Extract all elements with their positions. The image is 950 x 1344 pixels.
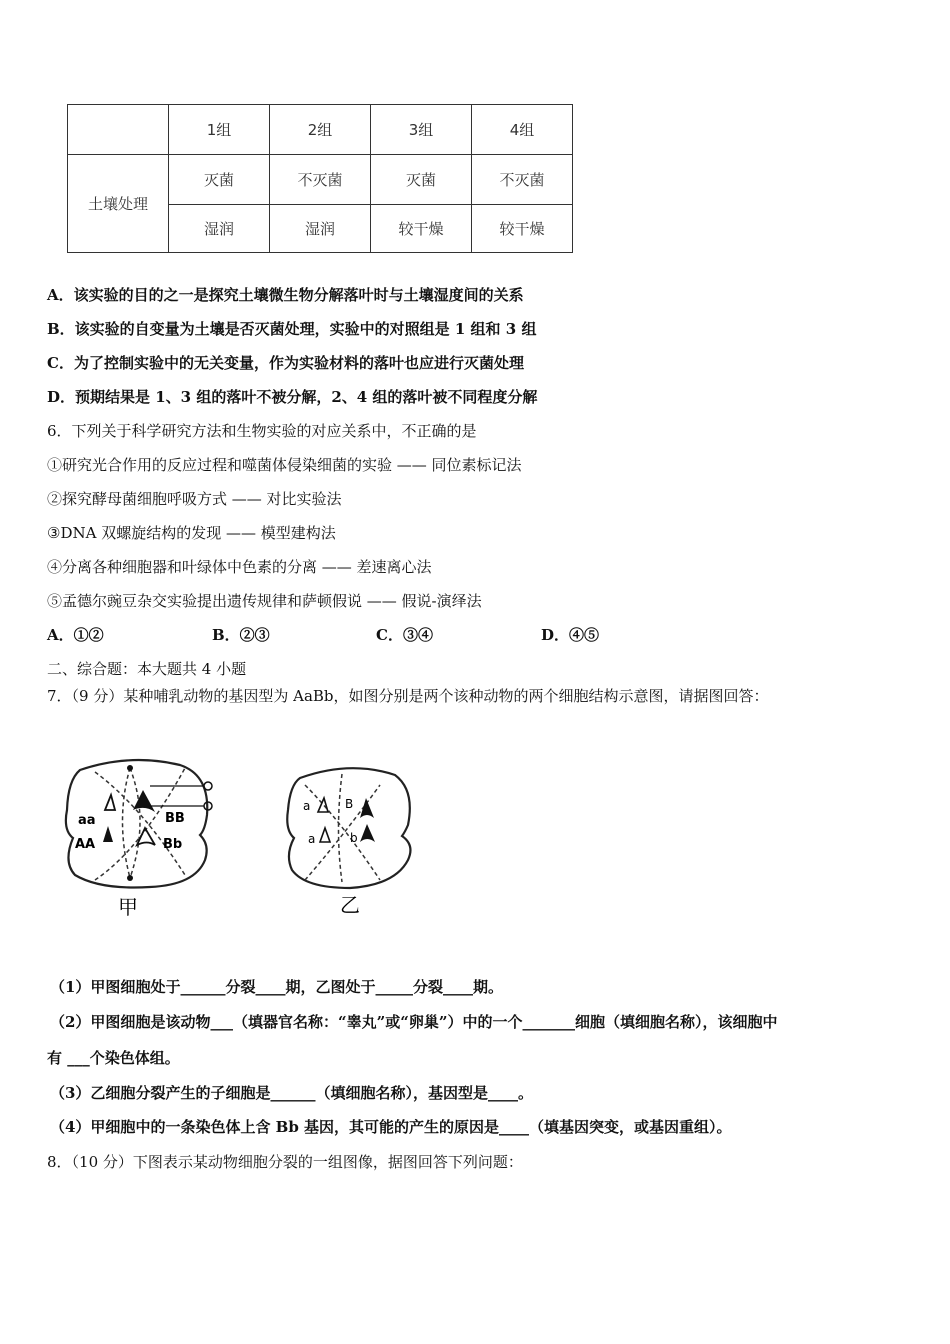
centrosome: [204, 782, 212, 790]
q7-stem: 7．（9 分）某种哺乳动物的基因型为 AaBb，如图分别是两个该种动物的两个细胞结构示意图，请据图回答：: [47, 687, 769, 705]
q6-item-3: ③DNA 双螺旋结构的发现 —— 模型建构法: [47, 524, 336, 542]
section-heading: 二、综合题：本大题共 4 小题: [47, 660, 247, 678]
q6-option-d: D．④⑤: [541, 626, 600, 644]
q7-sub2-line2: 有 ___个染色体组。: [47, 1049, 180, 1067]
spindle-fiber: [339, 774, 343, 882]
q6-option-a: A．①②: [47, 626, 104, 644]
table-header-cell: 3组: [371, 105, 472, 155]
q6-item-2: ②探究酵母菌细胞呼吸方式 —— 对比实验法: [47, 490, 342, 508]
caption-jia: 甲: [118, 895, 138, 919]
table-row-label: 土壤处理: [68, 155, 169, 253]
table-cell: 较干燥: [472, 205, 573, 253]
q5-option-d: D．预期结果是 1、3 组的落叶不被分解，2、4 组的落叶被不同程度分解: [47, 388, 538, 406]
label-aa: aa: [78, 813, 96, 828]
spindle-fiber: [130, 768, 140, 878]
table-header-cell: 1组: [169, 105, 270, 155]
q5-option-a: A．该实验的目的之一是探究土壤微生物分解落叶时与土壤湿度间的关系: [47, 286, 524, 304]
q6-stem: 6．下列关于科学研究方法和生物实验的对应关系中，不正确的是: [47, 422, 477, 440]
label-B: B: [345, 797, 354, 811]
label-a-bottom: a: [308, 832, 316, 846]
soil-treatment-table: [67, 104, 573, 253]
q6-item-5: ⑤孟德尔豌豆杂交实验提出遗传规律和萨顿假说 —— 假说-演绎法: [47, 592, 482, 610]
caption-yi: 乙: [340, 893, 360, 917]
table-cell: 湿润: [169, 205, 270, 253]
q5-option-b: B．该实验的自变量为土壤是否灭菌处理，实验中的对照组是 1 组和 3 组: [47, 320, 537, 338]
label-AA: AA: [75, 837, 96, 852]
q6-item-4: ④分离各种细胞器和叶绿体中色素的分离 —— 差速离心法: [47, 558, 432, 576]
table-cell: 较干燥: [371, 205, 472, 253]
centrosome: [127, 875, 133, 881]
table-header-cell: 2组: [270, 105, 371, 155]
chromosome: [320, 828, 330, 842]
cell-yi-figure: [280, 760, 420, 920]
q6-item-1: ①研究光合作用的反应过程和噬菌体侵染细菌的实验 —— 同位素标记法: [47, 456, 522, 474]
chromosome: [133, 790, 155, 812]
centrosome: [127, 765, 133, 771]
chromosome: [360, 824, 375, 842]
q7-sub2-line1: （2）甲图细胞是该动物___（填器官名称：“睾丸”或“卵巢”）中的一个_______细胞（填细胞名称），该细胞中: [50, 1013, 778, 1031]
q7-sub1: （1）甲图细胞处于______分裂____期，乙图处于_____分裂____期。: [50, 978, 503, 996]
cell-jia-figure: [55, 750, 235, 920]
q7-sub3: （3）乙细胞分裂产生的子细胞是______（填细胞名称），基因型是____。: [50, 1084, 533, 1102]
table-cell: 不灭菌: [270, 155, 371, 205]
q6-option-c: C．③④: [376, 626, 433, 644]
q6-option-b: B．②③: [212, 626, 270, 644]
table-cell: 灭菌: [371, 155, 472, 205]
q7-sub4: （4）甲细胞中的一条染色体上含 Bb 基因，其可能的产生的原因是____（填基因突变，或基因重组）。: [50, 1118, 732, 1136]
spindle-fiber: [123, 768, 131, 878]
label-Bb: Bb: [163, 837, 183, 852]
label-BB: BB: [165, 811, 185, 826]
table-header-cell: 4组: [472, 105, 573, 155]
table-cell: 不灭菌: [472, 155, 573, 205]
table-corner-cell: [68, 105, 169, 155]
label-a-top: a: [303, 799, 311, 813]
chromosome: [103, 826, 113, 842]
table-cell: 湿润: [270, 205, 371, 253]
chromosome: [105, 795, 115, 810]
table-cell: 灭菌: [169, 155, 270, 205]
q8-stem: 8．（10 分）下图表示某动物细胞分裂的一组图像，据图回答下列问题：: [47, 1153, 523, 1171]
label-b: b: [350, 831, 358, 845]
q5-option-c: C．为了控制实验中的无关变量，作为实验材料的落叶也应进行灭菌处理: [47, 354, 524, 372]
